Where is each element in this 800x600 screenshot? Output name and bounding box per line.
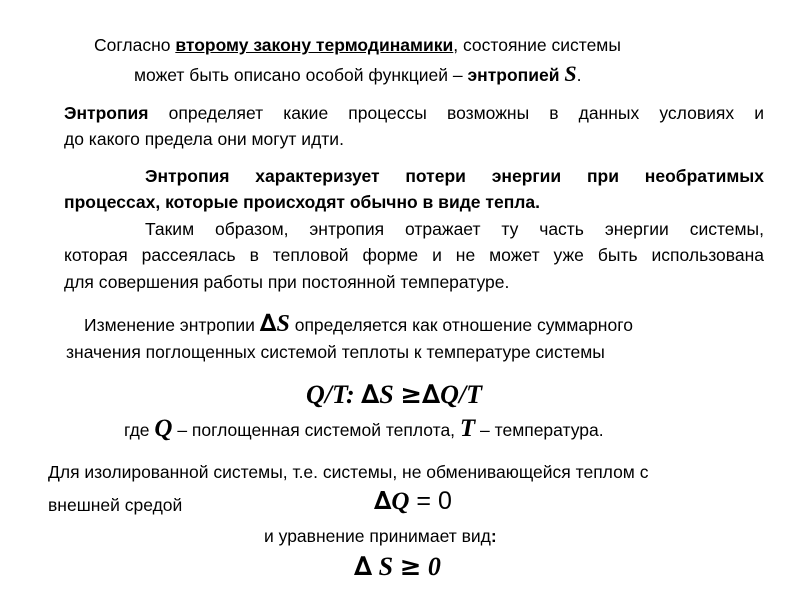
formula-entropy-inequality [306,380,482,410]
intro-line-2-text: может быть описано особой функцией – [134,65,468,85]
para3-line-2: которая рассеялась в тепловой форме и не может уже быть использована [64,245,764,265]
t-symbol: T [459,415,476,442]
geq-icon: ≥ [399,552,422,582]
formula2-s: S [372,552,400,581]
para4-suffix: определяется как отношение суммарного [289,315,633,335]
delta-icon: ∆ [259,309,277,337]
intro-end: . [576,65,582,85]
delta-icon: ∆ [374,486,392,515]
formula-isolated-inequality [354,552,441,582]
where-prefix: где [124,420,155,440]
isolated-line-1: Для изолированной системы, т.е. системы, не обменивающейся теплом с [48,462,649,482]
para4-s-symbol: S [276,311,290,337]
para2-line-1: Энтропия характеризует потери энергии при необратимых [145,166,764,186]
isolated-eq-zero: = 0 [409,487,452,515]
intro-prefix: Согласно [94,35,176,55]
entropy-term: энтропией [467,65,560,85]
isolated-line-3 [264,525,497,547]
para4-line-2: значения поглощенных системой теплоты к температуре системы [66,342,605,362]
isolated-q-symbol: Q [391,488,410,515]
entropy-symbol: S [564,61,577,86]
delta-icon: ∆ [422,380,441,410]
isolated-colon: : [490,526,497,546]
para1-term: Энтропия [64,103,149,123]
para3-line-3: для совершения работы при постоянной температуре. [64,272,510,292]
formula2-zero: 0 [421,552,441,581]
formula1-rhs: Q/T [440,380,483,409]
second-law-link[interactable]: второму закону термодинамики [175,35,454,55]
isolated-line-2: внешней средой [48,495,183,515]
isolated-line-3-text: и уравнение принимает вид [264,526,491,546]
para3-line-1: Таким образом, энтропия отражает ту часть энергии системы, [145,219,764,239]
where-line [124,415,604,442]
para1-line-2: до какого предела они могут идти. [64,129,344,149]
t-description: – температура. [475,420,604,440]
q-description: – поглощенная системой теплота, [172,420,460,440]
para4-prefix: Изменение энтропии [84,315,260,335]
intro-line-1 [94,34,621,56]
para4-line-1 [84,309,633,337]
q-symbol: Q [154,415,173,442]
delta-s-symbol [260,311,290,337]
formula1-s: S [379,380,394,409]
delta-q-equation [374,486,452,517]
intro-suffix: , состояние системы [453,35,621,55]
intro-line-2 [134,63,581,86]
formula1-lhs: Q/T: [306,380,355,409]
para1-line-1-rest: определяет какие процессы возможны в данных условиях и [148,103,764,123]
delta-icon: ∆ [354,552,373,582]
geq-icon: ≥ [400,380,423,410]
delta-icon: ∆ [361,380,380,410]
para2-line-2: процессах, которые происходят обычно в виде тепла. [64,192,540,212]
para1-line-1 [64,102,764,124]
